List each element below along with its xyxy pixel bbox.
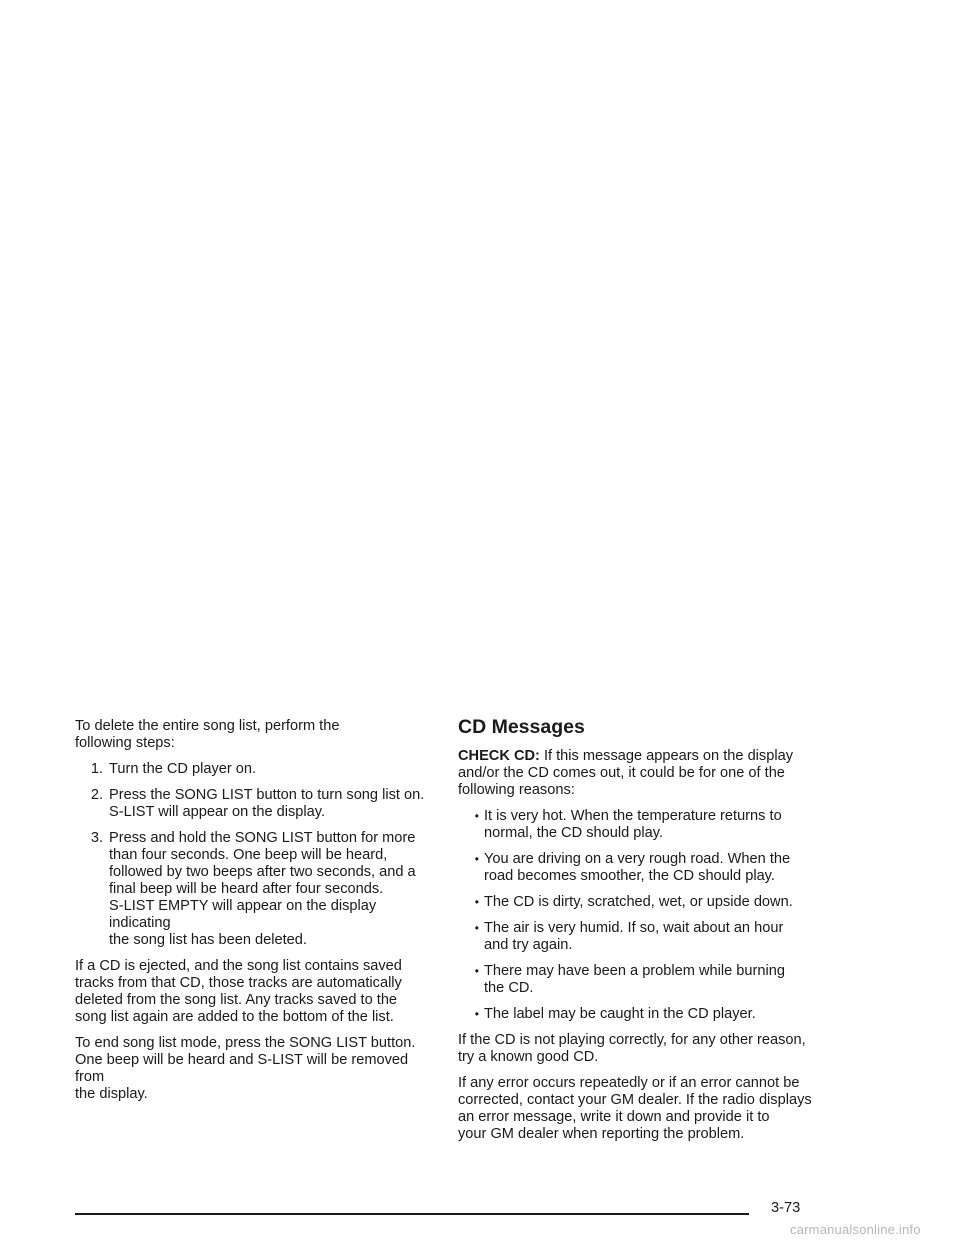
list-item: • There may have been a problem while burning the CD. — [458, 963, 823, 997]
list-item: • The CD is dirty, scratched, wet, or upside down. — [458, 894, 823, 911]
reasons-list — [458, 808, 823, 1023]
end-mode-paragraph: To end song list mode, press the SONG LIST button. One beep will be heard and S-LIST will be removed from the display. — [75, 1035, 416, 1102]
footer-rule — [75, 1213, 749, 1215]
section-heading: CD Messages — [458, 716, 585, 738]
list-item: • You are driving on a very rough road. When the road becomes smoother, the CD should play. — [458, 851, 823, 885]
step-item: 2. Press the SONG LIST button to turn song list on. S-LIST will appear on the display. — [90, 787, 425, 820]
bullet-icon — [458, 851, 484, 885]
list-item: • It is very hot. When the temperature returns to normal, the CD should play. — [458, 808, 823, 842]
ejected-paragraph: If a CD is ejected, and the song list contains saved tracks from that CD, those tracks are automatically deleted from the song list. Any tracks saved to the song list again are added to the bottom of the list. — [75, 958, 402, 1025]
bullet-icon — [458, 963, 484, 997]
page-number: 3-73 — [771, 1200, 801, 1216]
bullet-icon — [458, 1006, 484, 1023]
step-item: 3. Press and hold the SONG LIST button for more than four seconds. One beep will be heard, followed by two beeps after two seconds, and a final beep will be heard after four seconds. S-LIST EMPTY will appear on the display indicating the song list has been deleted. — [90, 830, 416, 948]
step-item: 1. Turn the CD player on. — [90, 761, 257, 777]
bullet-icon — [458, 808, 484, 842]
list-item: • The air is very humid. If so, wait about an hour and try again. — [458, 920, 823, 954]
bullet-icon — [458, 894, 484, 911]
list-item: • The label may be caught in the CD player. — [458, 1006, 823, 1023]
steps-list — [75, 761, 440, 949]
right-column — [458, 718, 823, 1152]
not-playing-paragraph: If the CD is not playing correctly, for any other reason, try a known good CD. — [458, 1032, 806, 1065]
check-cd-paragraph: CHECK CD: If this message appears on the display and/or the CD comes out, it could be for one of the following reasons: — [458, 748, 793, 798]
bullet-icon — [458, 920, 484, 954]
left-column — [75, 718, 440, 1112]
watermark: carmanualsonline.info — [790, 1222, 921, 1237]
check-cd-label: CHECK CD: — [458, 748, 540, 764]
error-paragraph: If any error occurs repeatedly or if an error cannot be corrected, contact your GM dealer. If the radio displays an error message, write it down and provide it to your GM dealer when reporting the problem. — [458, 1075, 812, 1142]
intro-paragraph: To delete the entire song list, perform the following steps: — [75, 718, 340, 751]
